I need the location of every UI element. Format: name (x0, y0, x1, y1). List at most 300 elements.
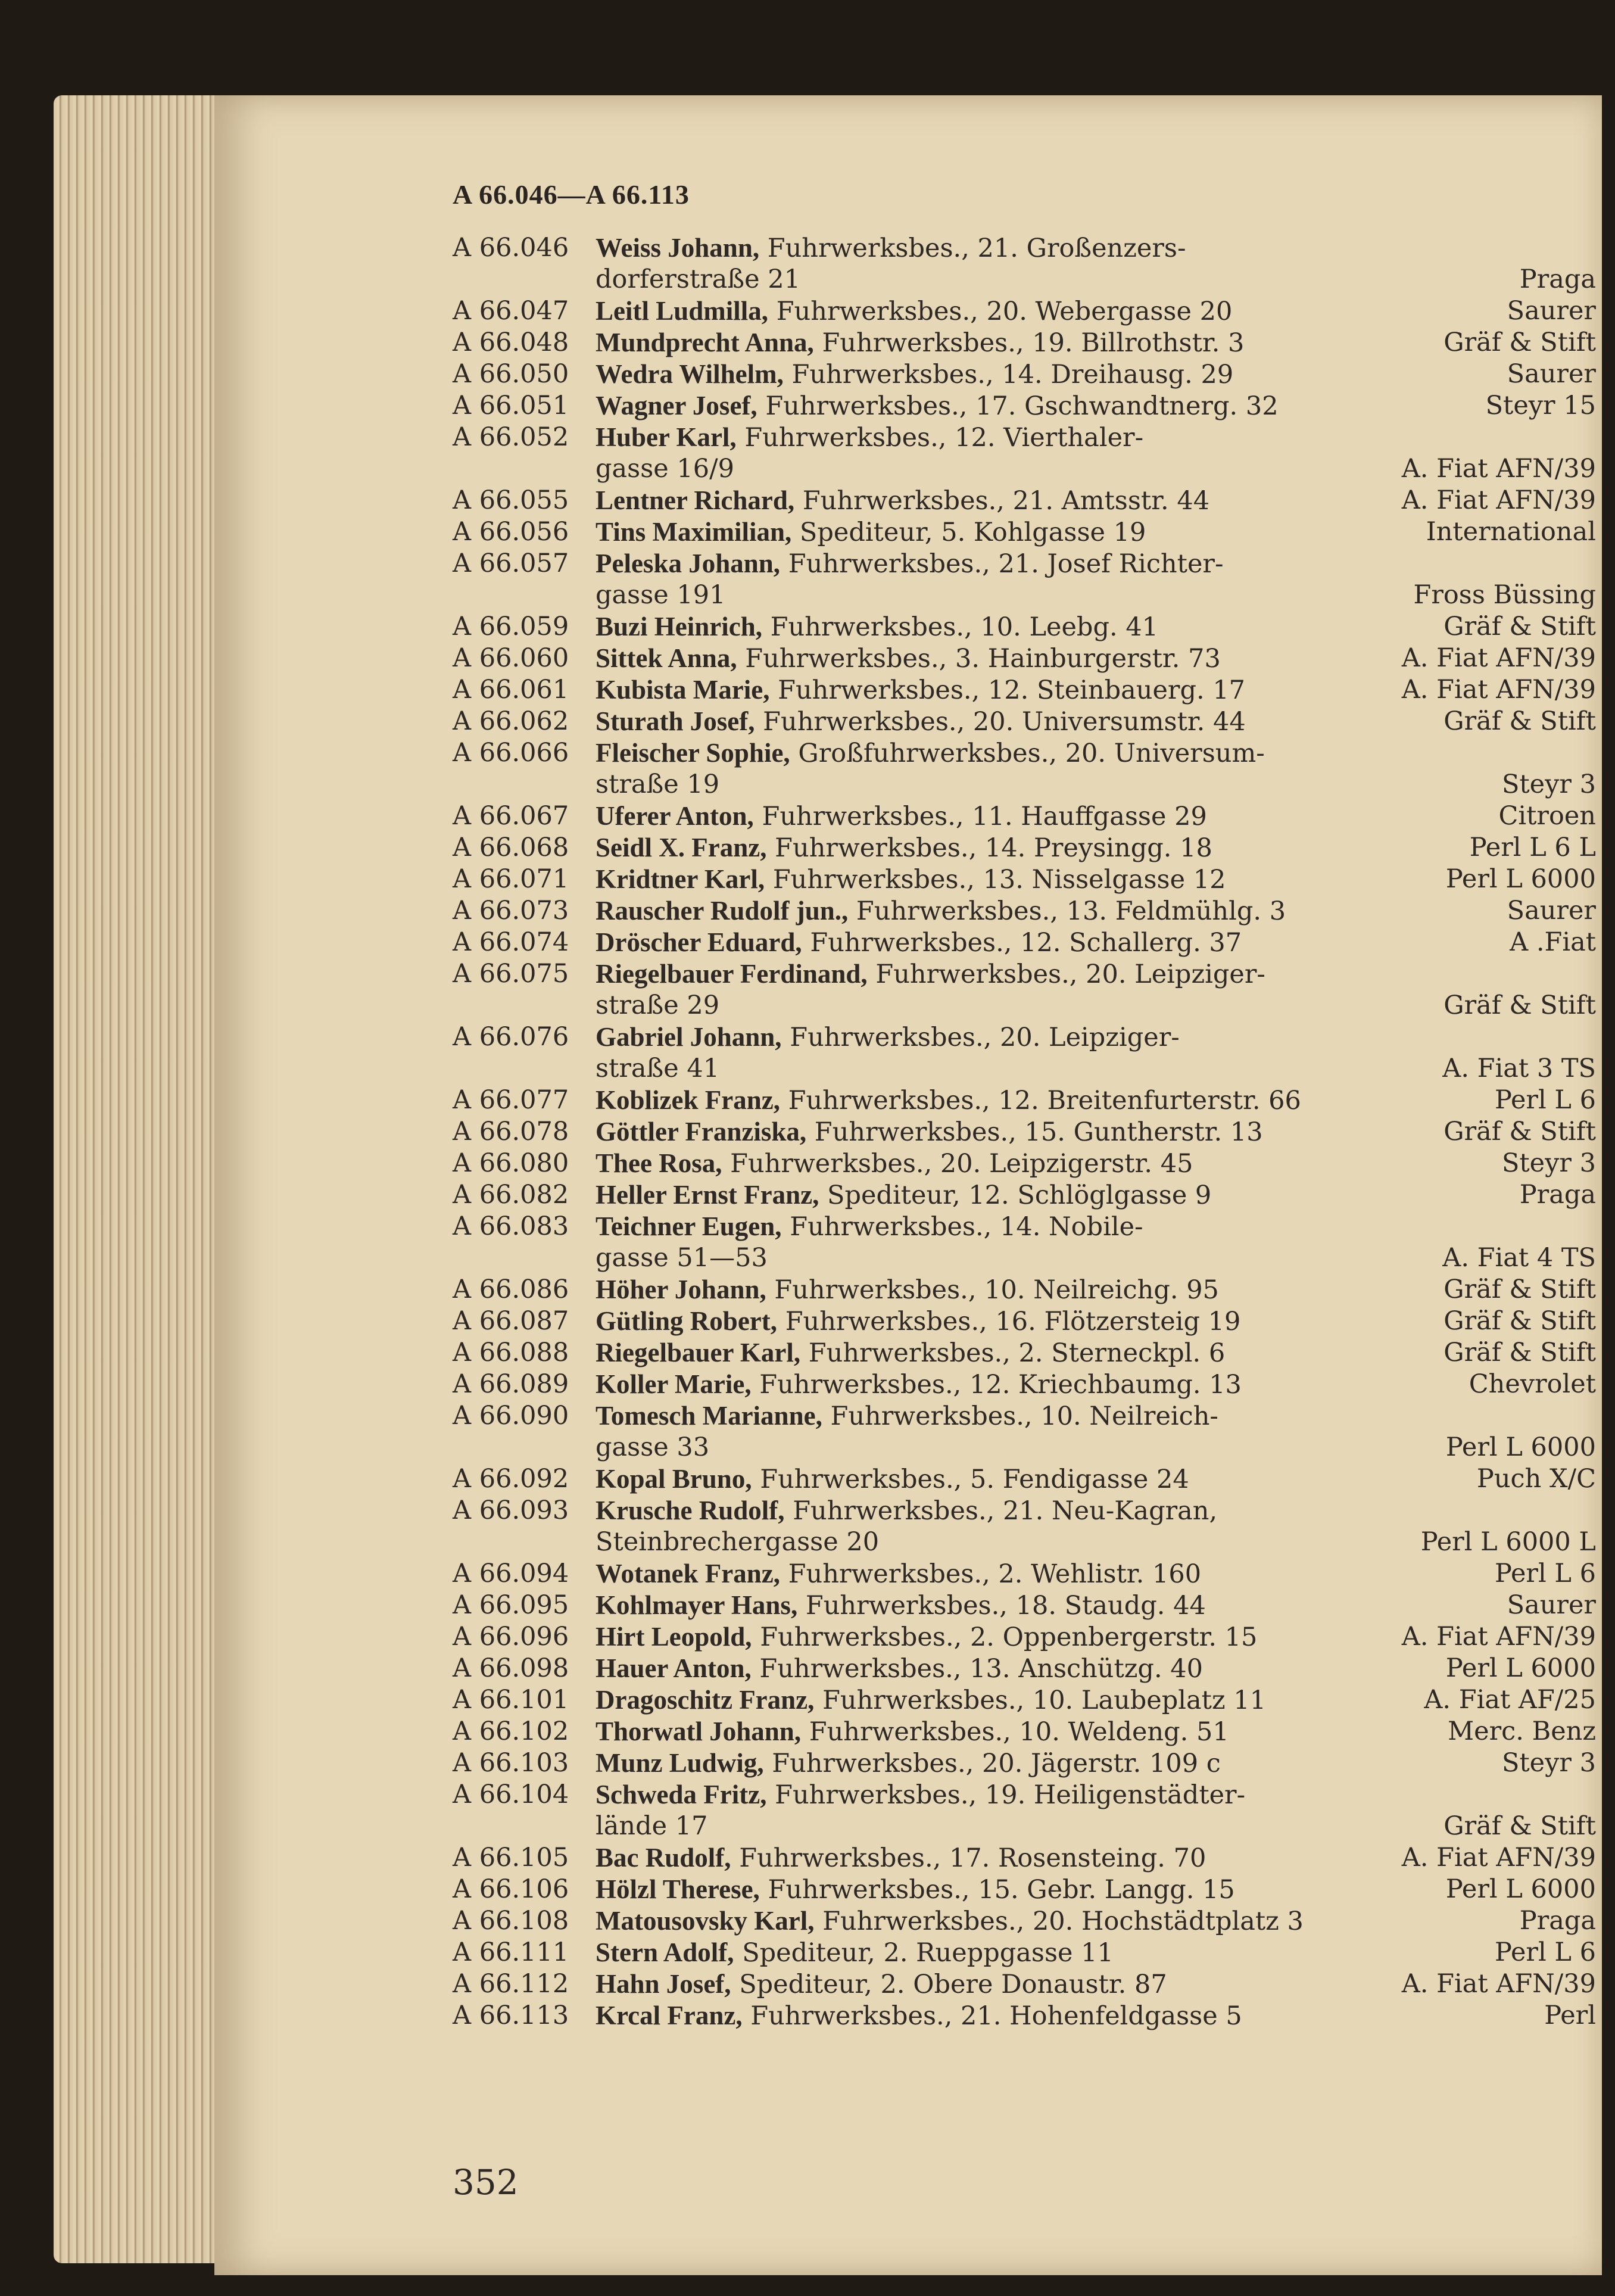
entry-line (453, 1116, 1596, 1148)
owner-name: Huber Karl, (596, 422, 737, 452)
registry-entry (453, 1590, 1596, 1621)
owner-details: Fuhrwerksbes., 12. Steinbauerg. 17 (778, 675, 1246, 705)
plate-number: A 66.092 (453, 1464, 569, 1494)
owner-details: Fuhrwerksbes., 15. Gebr. Langg. 15 (768, 1875, 1235, 1905)
entry-line (453, 1747, 1596, 1779)
entry-text (596, 1337, 1225, 1369)
entry-text (596, 2000, 1242, 2032)
registry-entry (453, 643, 1596, 674)
owner-name: Weiss Johann, (596, 233, 760, 263)
registry-entry (453, 390, 1596, 422)
owner-name: Thorwatl Johann, (596, 1716, 802, 1746)
vehicle-brand: Perl L 6000 (1445, 864, 1596, 894)
owner-details: Steinbrechergasse 20 (596, 1527, 880, 1557)
entry-text (596, 1653, 1203, 1685)
entry-text (596, 1747, 1221, 1780)
entry-line (453, 1021, 1584, 1053)
plate-number: A 66.051 (453, 391, 569, 420)
entry-text (596, 1116, 1263, 1148)
vehicle-brand: International (1426, 517, 1596, 547)
entry-text (596, 359, 1233, 391)
plate-number: A 66.108 (453, 1906, 569, 1936)
entry-line (453, 2000, 1596, 2032)
entry-line (453, 1558, 1596, 1590)
entry-text (596, 1211, 1143, 1243)
vehicle-brand: Praga (1519, 1180, 1596, 1210)
entry-line (453, 264, 1596, 295)
owner-name: Matousovsky Karl, (596, 1906, 815, 1936)
plate-number: A 66.055 (453, 485, 569, 515)
vehicle-brand: Saurer (1507, 296, 1596, 326)
owner-name: Dröscher Eduard, (596, 927, 802, 957)
entry-text (596, 990, 719, 1021)
registry-entry (453, 864, 1596, 895)
vehicle-brand: Merc. Benz (1448, 1716, 1596, 1746)
vehicle-brand: Perl L 6000 (1445, 1874, 1596, 1904)
entry-line (453, 674, 1596, 706)
plate-number: A 66.075 (453, 959, 569, 989)
entry-text (596, 737, 1265, 770)
plate-number: A 66.106 (453, 1874, 569, 1904)
owner-details: Fuhrwerksbes., 21. Josef Richter- (788, 549, 1224, 579)
owner-name: Hölzl Therese, (596, 1874, 760, 1904)
owner-details: Fuhrwerksbes., 14. Dreihausg. 29 (791, 360, 1234, 390)
plate-number: A 66.090 (453, 1401, 569, 1431)
owner-name: Riegelbauer Ferdinand, (596, 959, 868, 989)
entry-text (596, 1021, 1180, 1054)
vehicle-brand: Steyr 3 (1501, 1148, 1596, 1178)
entry-text (596, 1811, 707, 1842)
plate-number: A 66.071 (453, 864, 569, 894)
owner-name: Peleska Johann, (596, 549, 781, 578)
entry-line (453, 327, 1596, 359)
owner-name: Krcal Franz, (596, 2001, 743, 2030)
owner-name: Dragoschitz Franz, (596, 1685, 815, 1715)
entry-line (453, 1779, 1584, 1811)
vehicle-brand: Steyr 3 (1501, 770, 1596, 799)
entry-line (453, 1811, 1596, 1842)
vehicle-brand: Gräf & Stift (1443, 328, 1596, 357)
registry-entry (453, 1905, 1596, 1937)
vehicle-brand: Chevrolet (1469, 1369, 1596, 1399)
entry-text (596, 769, 719, 800)
vehicle-brand: Gräf & Stift (1443, 1306, 1596, 1336)
entry-text (596, 895, 1286, 927)
plate-number: A 66.089 (453, 1369, 569, 1399)
entry-text (596, 1621, 1257, 1653)
registry-entry (453, 832, 1596, 864)
entry-line (453, 1369, 1596, 1400)
owner-details: Fuhrwerksbes., 21. Neu-Kagran, (793, 1496, 1218, 1526)
owner-name: Wotanek Franz, (596, 1559, 780, 1588)
plate-number: A 66.047 (453, 296, 569, 326)
entry-line (453, 1337, 1596, 1369)
entry-text (596, 1432, 709, 1463)
owner-details: Spediteur, 2. Rueppgasse 11 (742, 1938, 1114, 1968)
plate-number: A 66.062 (453, 706, 569, 736)
plate-number: A 66.073 (453, 896, 569, 926)
book-page (214, 95, 1602, 2275)
registry-entry (453, 737, 1596, 800)
owner-name: Koblizek Franz, (596, 1085, 780, 1115)
owner-details: Fuhrwerksbes., 5. Fendigasse 24 (760, 1465, 1189, 1494)
owner-details: Fuhrwerksbes., 13. Anschützg. 40 (759, 1654, 1203, 1684)
owner-details: Fuhrwerksbes., 12. Schallerg. 37 (810, 928, 1242, 958)
entry-text (596, 548, 1223, 580)
entry-line (453, 990, 1596, 1021)
vehicle-brand: A. Fiat AFN/39 (1401, 675, 1596, 705)
vehicle-brand: Perl (1544, 2001, 1596, 2030)
registry-entry (453, 1779, 1596, 1842)
vehicle-brand: Perl L 6000 L (1420, 1527, 1596, 1557)
owner-details: Fuhrwerksbes., 17. Gschwandtnerg. 32 (765, 391, 1279, 421)
plate-number: A 66.061 (453, 675, 569, 705)
owner-name: Wagner Josef, (596, 391, 757, 420)
owner-details: Spediteur, 5. Kohlgasse 19 (799, 518, 1146, 547)
registry-entry (453, 359, 1596, 390)
entry-text (596, 864, 1226, 896)
owner-details: Fuhrwerksbes., 20. Jägerstr. 109 c (772, 1749, 1221, 1778)
plate-number: A 66.112 (453, 1969, 569, 1999)
owner-details: Fuhrwerksbes., 10. Leebg. 41 (770, 612, 1159, 642)
entry-text (596, 1874, 1235, 1906)
entry-text (596, 1274, 1219, 1306)
owner-details: Fuhrwerksbes., 13. Feldmühlg. 3 (856, 896, 1286, 926)
plate-number: A 66.093 (453, 1496, 569, 1525)
entry-text (596, 295, 1232, 328)
owner-details: Fuhrwerksbes., 12. Vierthaler- (744, 423, 1144, 453)
owner-details: Fuhrwerksbes., 15. Guntherstr. 13 (814, 1117, 1263, 1147)
owner-details: straße 29 (596, 990, 720, 1020)
registry-entry (453, 1211, 1596, 1274)
entry-line (453, 485, 1596, 516)
owner-name: Kridtner Karl, (596, 864, 765, 894)
registry-entry (453, 516, 1596, 548)
owner-details: gasse 191 (596, 580, 726, 610)
registry-entry (453, 800, 1596, 832)
entry-line (453, 295, 1596, 327)
plate-number: A 66.101 (453, 1685, 569, 1715)
entry-text (596, 1842, 1206, 1874)
vehicle-brand: Perl L 6 (1494, 1085, 1596, 1115)
registry-entry (453, 232, 1596, 295)
owner-details: straße 19 (596, 770, 720, 799)
owner-name: Kopal Bruno, (596, 1464, 752, 1494)
owner-name: Kubista Marie, (596, 675, 770, 705)
entry-text (596, 927, 1242, 959)
registry-entry (453, 1716, 1596, 1747)
vehicle-brand: Puch X/C (1476, 1464, 1596, 1494)
owner-name: Koller Marie, (596, 1369, 752, 1399)
plate-number: A 66.086 (453, 1275, 569, 1304)
owner-name: Riegelbauer Karl, (596, 1338, 801, 1367)
entry-text (596, 1242, 768, 1274)
owner-details: Fuhrwerksbes., 18. Staudg. 44 (805, 1591, 1206, 1621)
owner-name: Hauer Anton, (596, 1653, 752, 1683)
owner-name: Mundprecht Anna, (596, 328, 814, 357)
owner-details: gasse 51—53 (596, 1243, 768, 1273)
owner-details: Fuhrwerksbes., 21. Amtsstr. 44 (802, 486, 1210, 516)
plate-number: A 66.052 (453, 422, 569, 452)
page-number: 352 (453, 2162, 519, 2202)
owner-name: Stern Adolf, (596, 1937, 734, 1967)
vehicle-brand: A. Fiat AFN/39 (1401, 454, 1596, 484)
vehicle-brand: Steyr 3 (1501, 1748, 1596, 1778)
owner-details: Großfuhrwerksbes., 20. Universum- (798, 739, 1265, 768)
owner-details: Fuhrwerksbes., 20. Leipzigerstr. 45 (730, 1149, 1193, 1179)
entry-line (453, 800, 1596, 832)
entry-line (453, 1653, 1596, 1684)
entry-text (596, 264, 800, 295)
registry-entry (453, 1874, 1596, 1905)
owner-details: Fuhrwerksbes., 14. Preysingg. 18 (775, 833, 1212, 863)
owner-name: Heller Ernst Franz, (596, 1180, 819, 1210)
entry-text (596, 1716, 1229, 1748)
plate-number: A 66.074 (453, 927, 569, 957)
page-header: A 66.046—A 66.113 (453, 179, 690, 210)
entry-line (453, 1842, 1596, 1874)
owner-details: Fuhrwerksbes., 16. Flötzersteig 19 (785, 1307, 1241, 1337)
owner-details: Spediteur, 2. Obere Donaustr. 87 (739, 1970, 1167, 1999)
owner-details: Fuhrwerksbes., 17. Rosensteing. 70 (739, 1843, 1206, 1873)
vehicle-brand: Perl L 6 L (1469, 833, 1596, 862)
plate-number: A 66.078 (453, 1117, 569, 1147)
entry-text (596, 1306, 1240, 1338)
registry-entry (453, 1463, 1596, 1495)
entry-line (453, 1874, 1596, 1905)
entry-line (453, 1274, 1596, 1306)
plate-number: A 66.060 (453, 643, 569, 673)
entry-line (453, 1432, 1596, 1463)
owner-details: Fuhrwerksbes., 2. Sterneckpl. 6 (808, 1338, 1226, 1368)
vehicle-brand: A. Fiat AFN/39 (1401, 643, 1596, 673)
vehicle-brand: Citroen (1498, 801, 1596, 831)
plate-number: A 66.105 (453, 1843, 569, 1873)
entry-line (453, 895, 1596, 927)
plate-number: A 66.059 (453, 612, 569, 641)
entry-line (453, 927, 1596, 958)
registry-entry (453, 1400, 1596, 1463)
entry-text (596, 1085, 1301, 1117)
owner-details: Fuhrwerksbes., 12. Kriechbaumg. 13 (759, 1370, 1242, 1400)
registry-entry (453, 548, 1596, 611)
vehicle-brand: A. Fiat AFN/39 (1401, 485, 1596, 515)
entry-text (596, 422, 1143, 454)
registry-entry (453, 895, 1596, 927)
owner-details: Fuhrwerksbes., 14. Nobile- (790, 1212, 1143, 1242)
owner-details: Fuhrwerksbes., 20. Leipziger- (790, 1023, 1180, 1052)
owner-name: Hirt Leopold, (596, 1622, 752, 1652)
entry-text (596, 643, 1221, 675)
entry-line (453, 832, 1596, 864)
owner-name: Seidl X. Franz, (596, 833, 767, 862)
plate-number: A 66.050 (453, 359, 569, 389)
owner-name: Thee Rosa, (596, 1148, 722, 1178)
entry-text (596, 1590, 1206, 1622)
plate-number: A 66.056 (453, 517, 569, 547)
entry-line (453, 1400, 1584, 1432)
entry-line (453, 1905, 1596, 1937)
vehicle-brand: Gräf & Stift (1443, 990, 1596, 1020)
plate-number: A 66.082 (453, 1180, 569, 1210)
registry-entry (453, 1306, 1596, 1337)
entry-line (453, 611, 1596, 643)
owner-details: Fuhrwerksbes., 20. Webergasse 20 (776, 297, 1233, 326)
plate-number: A 66.077 (453, 1085, 569, 1115)
entry-line (453, 1242, 1596, 1274)
entry-line (453, 1590, 1596, 1621)
plate-number: A 66.111 (453, 1937, 569, 1967)
plate-number: A 66.076 (453, 1022, 569, 1052)
registry-entry (453, 1085, 1596, 1116)
owner-details: Fuhrwerksbes., 21. Hohenfeldgasse 5 (750, 2001, 1242, 2031)
owner-name: Sturath Josef, (596, 706, 755, 736)
registry-entry (453, 927, 1596, 958)
entry-line (453, 1495, 1584, 1526)
entry-text (596, 1526, 879, 1558)
registry-entry (453, 706, 1596, 737)
entry-text (596, 832, 1212, 864)
entry-line (453, 548, 1584, 580)
vehicle-brand: A. Fiat 4 TS (1442, 1243, 1596, 1273)
entry-line (453, 958, 1584, 990)
owner-details: dorferstraße 21 (596, 264, 800, 294)
entry-text (596, 1684, 1266, 1716)
entry-text (596, 1148, 1193, 1180)
owner-name: Sittek Anna, (596, 643, 737, 673)
registry-entry (453, 1684, 1596, 1716)
plate-number: A 66.083 (453, 1211, 569, 1241)
plate-number: A 66.113 (453, 2001, 569, 2030)
registry-entry (453, 485, 1596, 516)
owner-details: Fuhrwerksbes., 19. Heiligenstädter- (775, 1780, 1246, 1810)
entry-text (596, 1779, 1245, 1811)
entry-text (596, 958, 1265, 990)
registry-entry (453, 611, 1596, 643)
vehicle-brand: Saurer (1507, 1590, 1596, 1620)
vehicle-brand: Perl L 6000 (1445, 1653, 1596, 1683)
owner-details: Fuhrwerksbes., 11. Hauffgasse 29 (762, 802, 1207, 831)
registry-entry (453, 2000, 1596, 2032)
registry-entry (453, 1148, 1596, 1179)
entry-line (453, 1526, 1596, 1558)
entry-text (596, 453, 734, 485)
entry-line (453, 1148, 1596, 1179)
vehicle-brand: Saurer (1507, 359, 1596, 389)
plate-number: A 66.087 (453, 1306, 569, 1336)
registry-entry (453, 1021, 1596, 1085)
entry-text (596, 1053, 719, 1085)
plate-number: A 66.094 (453, 1559, 569, 1588)
plate-number: A 66.096 (453, 1622, 569, 1652)
registry-entry (453, 1937, 1596, 1968)
plate-number: A 66.095 (453, 1590, 569, 1620)
registry-entry (453, 1116, 1596, 1148)
entry-text (596, 1179, 1211, 1211)
vehicle-brand: Steyr 15 (1485, 391, 1596, 420)
plate-number: A 66.103 (453, 1748, 569, 1778)
vehicle-brand: Saurer (1507, 896, 1596, 926)
owner-details: Fuhrwerksbes., 10. Laubeplatz 11 (822, 1686, 1266, 1715)
entry-text (596, 485, 1209, 517)
owner-name: Wedra Wilhelm, (596, 359, 784, 389)
owner-details: Fuhrwerksbes., 20. Universumstr. 44 (763, 707, 1246, 737)
entry-line (453, 1968, 1596, 2000)
vehicle-brand: Gräf & Stift (1443, 1811, 1596, 1841)
entry-line (453, 516, 1596, 548)
owner-name: Fleischer Sophie, (596, 738, 790, 768)
entry-text (596, 611, 1158, 643)
entry-text (596, 1495, 1217, 1527)
owner-details: Fuhrwerksbes., 20. Leipziger- (875, 959, 1265, 989)
owner-details: Fuhrwerksbes., 3. Hainburgerstr. 73 (745, 644, 1221, 674)
entry-line (453, 1463, 1596, 1495)
entry-line (453, 1053, 1596, 1085)
vehicle-brand: Perl L 6000 (1445, 1432, 1596, 1462)
entry-line (453, 1716, 1596, 1747)
entry-line (453, 232, 1584, 264)
registry-entry (453, 1747, 1596, 1779)
entry-line (453, 864, 1596, 895)
owner-name: Höher Johann, (596, 1275, 766, 1304)
entry-list (453, 232, 1596, 2032)
registry-entry (453, 958, 1596, 1021)
entry-text (596, 516, 1146, 549)
owner-name: Lentner Richard, (596, 485, 795, 515)
entry-line (453, 737, 1584, 769)
owner-name: Uferer Anton, (596, 801, 754, 831)
owner-details: Fuhrwerksbes., 10. Neilreich- (830, 1401, 1218, 1431)
owner-name: Rauscher Rudolf jun., (596, 896, 849, 926)
owner-name: Munz Ludwig, (596, 1748, 764, 1778)
vehicle-brand: Gräf & Stift (1443, 1338, 1596, 1367)
vehicle-brand: Praga (1519, 1906, 1596, 1936)
entry-line (453, 1179, 1596, 1211)
entry-text (596, 327, 1244, 359)
plate-number: A 66.080 (453, 1148, 569, 1178)
entry-line (453, 1937, 1596, 1968)
vehicle-brand: A .Fiat (1510, 927, 1596, 957)
entry-line (453, 1306, 1596, 1337)
vehicle-brand: Gräf & Stift (1443, 1117, 1596, 1147)
plate-number: A 66.057 (453, 549, 569, 578)
plate-number: A 66.067 (453, 801, 569, 831)
owner-name: Schweda Fritz, (596, 1780, 767, 1809)
registry-entry (453, 1274, 1596, 1306)
owner-name: Krusche Rudolf, (596, 1496, 785, 1525)
entry-line (453, 769, 1596, 800)
vehicle-brand: Perl L 6 (1494, 1559, 1596, 1588)
owner-details: Fuhrwerksbes., 13. Nisselgasse 12 (772, 865, 1226, 895)
entry-text (596, 580, 726, 611)
registry-entry (453, 295, 1596, 327)
entry-line (453, 706, 1596, 737)
owner-details: Fuhrwerksbes., 10. Weldeng. 51 (809, 1717, 1229, 1747)
entry-line (453, 643, 1596, 674)
vehicle-brand: Gräf & Stift (1443, 706, 1596, 736)
entry-text (596, 232, 1186, 264)
plate-number: A 66.102 (453, 1716, 569, 1746)
owner-name: Göttler Franziska, (596, 1117, 807, 1147)
entry-line (453, 1684, 1596, 1716)
entry-line (453, 359, 1596, 390)
entry-line (453, 422, 1584, 453)
registry-entry (453, 422, 1596, 485)
owner-details: gasse 33 (596, 1432, 710, 1462)
owner-name: Tomesch Marianne, (596, 1401, 822, 1431)
vehicle-brand: A. Fiat 3 TS (1442, 1054, 1596, 1083)
owner-name: Buzi Heinrich, (596, 612, 762, 641)
